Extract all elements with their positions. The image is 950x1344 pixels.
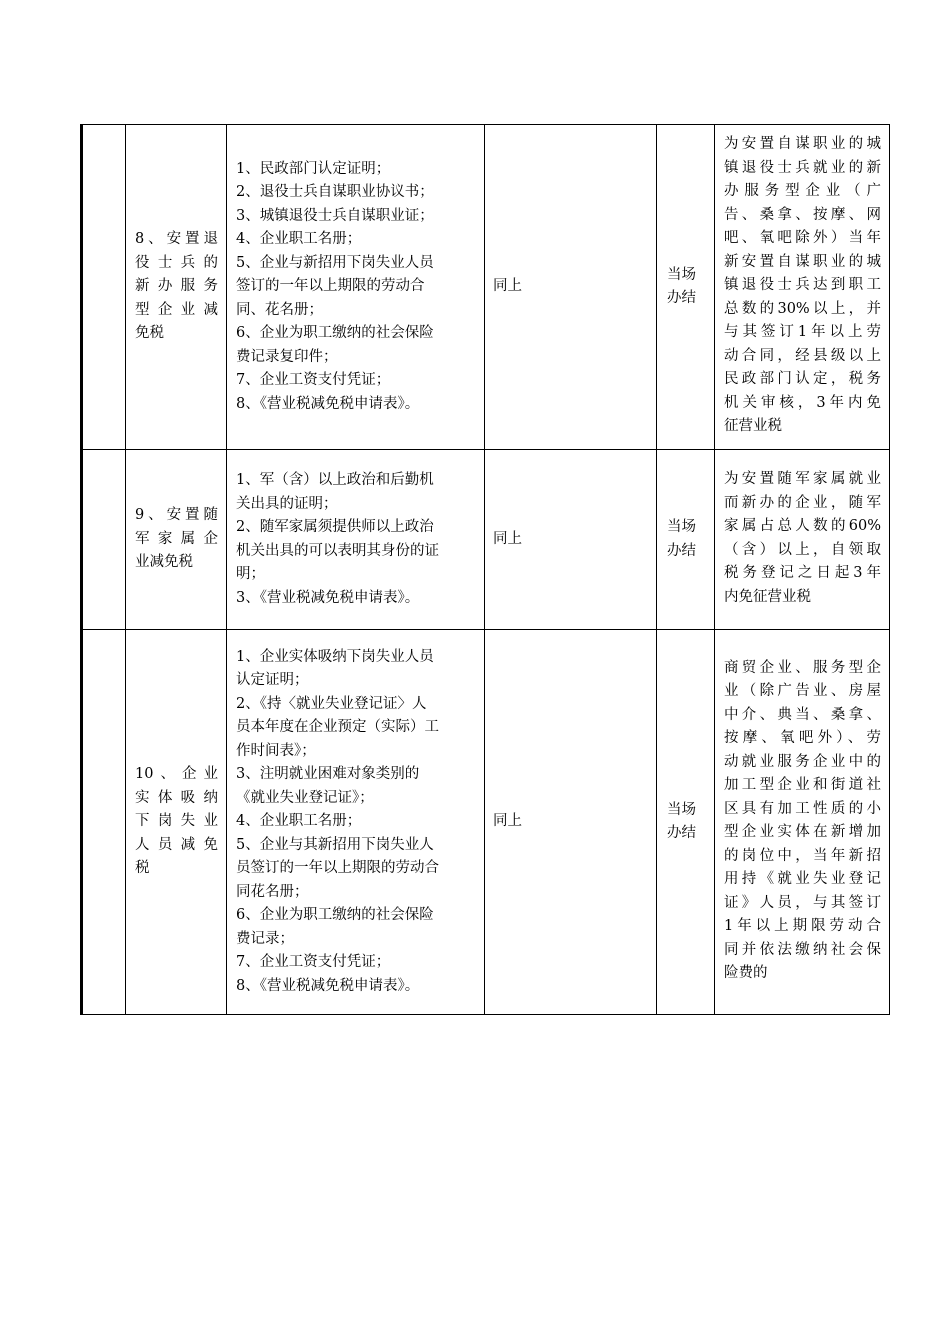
category-cell: [82, 125, 126, 450]
handling-time-line: 办结: [667, 825, 696, 841]
handling-time-line: 办结: [667, 290, 696, 306]
condition-line: 办服务型企业（广: [724, 183, 881, 200]
reference-cell: 同上: [485, 125, 657, 450]
material-line: 员本年度在企业预定（实际）工: [236, 719, 439, 736]
item-name-line: 役士兵的: [135, 254, 218, 271]
material-line: 明；: [236, 566, 265, 582]
category-cell: [82, 450, 126, 630]
required-materials-cell: [227, 125, 485, 450]
material-line: 关出具的证明；: [236, 495, 338, 512]
item-name-line: 免税: [135, 325, 164, 342]
condition-line: 为安置随军家属就业: [724, 471, 881, 487]
item-name-line: 型企业减: [135, 301, 218, 318]
handling-time-line: 办结: [667, 542, 696, 559]
material-line: 员签订的一年以上期限的劳动合: [236, 860, 439, 877]
condition-line: 镇退役士兵达到职工: [724, 277, 881, 294]
condition-line: 区具有加工性质的小: [724, 800, 881, 817]
material-line: 1、企业实体吸纳下岗失业人员: [236, 648, 434, 665]
handling-time-cell: [657, 125, 715, 450]
material-line: 2、《持〈就业失业登记证〉人: [236, 695, 427, 712]
condition-line: 动合同，经县级以上: [724, 347, 881, 364]
material-line: 《就业失业登记证》；: [236, 789, 374, 806]
condition-line: 吧、氧吧除外）当年: [724, 230, 881, 247]
material-line: 1、军（含）以上政治和后勤机: [236, 472, 434, 488]
handling-time-cell: [657, 450, 715, 630]
handling-time-cell: [657, 630, 715, 1015]
condition-line: 机关审核，3年内免: [724, 394, 881, 411]
eligibility-condition-cell: [715, 450, 890, 630]
material-line: 4、企业职工名册；: [236, 813, 362, 830]
required-materials-cell: [227, 630, 485, 1015]
material-line: 机关出具的可以表明其身份的证: [236, 542, 439, 559]
table-row: [82, 630, 890, 1015]
condition-line: 险费的: [724, 965, 768, 981]
material-line: 8、《营业税减免税申请表》。: [236, 395, 420, 412]
condition-line: 镇退役士兵就业的新: [724, 159, 881, 176]
condition-line: 用持《就业失业登记: [724, 871, 881, 887]
item-name-line: 税: [135, 860, 150, 877]
condition-line: 总数的30%以上，并: [724, 300, 881, 317]
handling-time-line: 当场: [667, 266, 696, 283]
item-name-line: 军家属企: [135, 530, 218, 547]
item-name-line: 10、企业: [135, 766, 218, 783]
condition-line: 税务登记之日起3年: [724, 565, 881, 581]
condition-line: 1年以上期限劳动合: [724, 918, 881, 934]
item-name-cell: [126, 125, 227, 450]
tax-exemption-table: [80, 124, 890, 1015]
material-line: 6、企业为职工缴纳的社会保险: [236, 907, 434, 924]
eligibility-condition-cell: [715, 630, 890, 1015]
condition-line: 加工型企业和街道社: [724, 777, 881, 793]
handling-time-line: 当场: [667, 519, 696, 535]
item-name-cell: [126, 450, 227, 630]
item-name-line: 业减免税: [135, 554, 193, 571]
condition-line: 家属占总人数的60%: [724, 518, 881, 534]
material-line: 8、《营业税减免税申请表》。: [236, 977, 420, 994]
reference-cell: 同上: [485, 450, 657, 630]
condition-line: （含）以上，自领取: [724, 541, 881, 558]
reference-cell: 同上: [485, 630, 657, 1015]
material-line: 2、随军家属须提供师以上政治: [236, 519, 434, 535]
eligibility-condition-cell: [715, 125, 890, 450]
condition-line: 商贸企业、服务型企: [724, 659, 881, 676]
condition-line: 同并依法缴纳社会保: [724, 941, 881, 958]
condition-line: 内免征营业税: [724, 588, 811, 605]
material-line: 2、退役士兵自谋职业协议书；: [236, 184, 434, 201]
item-name-line: 8、安置退: [135, 231, 218, 248]
condition-line: 民政部门认定，税务: [724, 371, 881, 388]
item-name-cell: [126, 630, 227, 1015]
material-line: 4、企业职工名册；: [236, 231, 362, 248]
table-row: [82, 125, 890, 450]
material-line: 3、城镇退役士兵自谋职业证；: [236, 207, 434, 224]
material-line: 费记录；: [236, 930, 294, 947]
condition-line: 征营业税: [724, 418, 782, 435]
material-line: 3、《营业税减免税申请表》。: [236, 589, 420, 606]
condition-line: 告、桑拿、按摩、网: [724, 206, 881, 223]
handling-time-line: 当场: [667, 801, 696, 818]
condition-line: 的岗位中，当年新招: [724, 847, 881, 864]
material-line: 3、注明就业困难对象类别的: [236, 766, 420, 783]
material-line: 作时间表》；: [236, 742, 316, 759]
item-name-line: 下岗失业: [135, 813, 218, 830]
table-row: [82, 450, 890, 630]
material-line: 同、花名册；: [236, 301, 323, 318]
material-line: 5、企业与其新招用下岗失业人: [236, 836, 434, 853]
condition-line: 为安置自谋职业的城: [724, 136, 881, 153]
table-body: [82, 125, 890, 1015]
material-line: 认定证明；: [236, 672, 309, 689]
item-name-line: 9、安置随: [135, 507, 218, 524]
material-line: 费记录复印件；: [236, 348, 338, 365]
material-line: 5、企业与新招用下岗失业人员: [236, 254, 434, 271]
category-cell: [82, 630, 126, 1015]
material-line: 7、企业工资支付凭证；: [236, 954, 391, 971]
condition-line: 按摩、氧吧外）、劳: [724, 730, 881, 746]
material-line: 7、企业工资支付凭证；: [236, 372, 391, 389]
condition-line: 中介、典当、桑拿、: [724, 706, 881, 723]
material-line: 1、民政部门认定证明；: [236, 160, 391, 177]
item-name-line: 新办服务: [135, 278, 218, 295]
condition-line: 新安置自谋职业的城: [724, 253, 881, 270]
condition-line: 动就业服务企业中的: [724, 753, 881, 770]
item-name-line: 人员减免: [135, 836, 218, 853]
material-line: 同花名册；: [236, 883, 309, 900]
condition-line: 与其签订1年以上劳: [724, 324, 881, 341]
condition-line: 型企业实体在新增加: [724, 824, 881, 840]
material-line: 签订的一年以上期限的劳动合: [236, 278, 425, 295]
required-materials-cell: [227, 450, 485, 630]
item-name-line: 实体吸纳: [135, 789, 218, 806]
material-line: 6、企业为职工缴纳的社会保险: [236, 325, 434, 342]
condition-line: 证》人员，与其签订: [724, 894, 881, 911]
condition-line: 而新办的企业，随军: [724, 494, 881, 511]
condition-line: 业（除广告业、房屋: [724, 683, 881, 699]
